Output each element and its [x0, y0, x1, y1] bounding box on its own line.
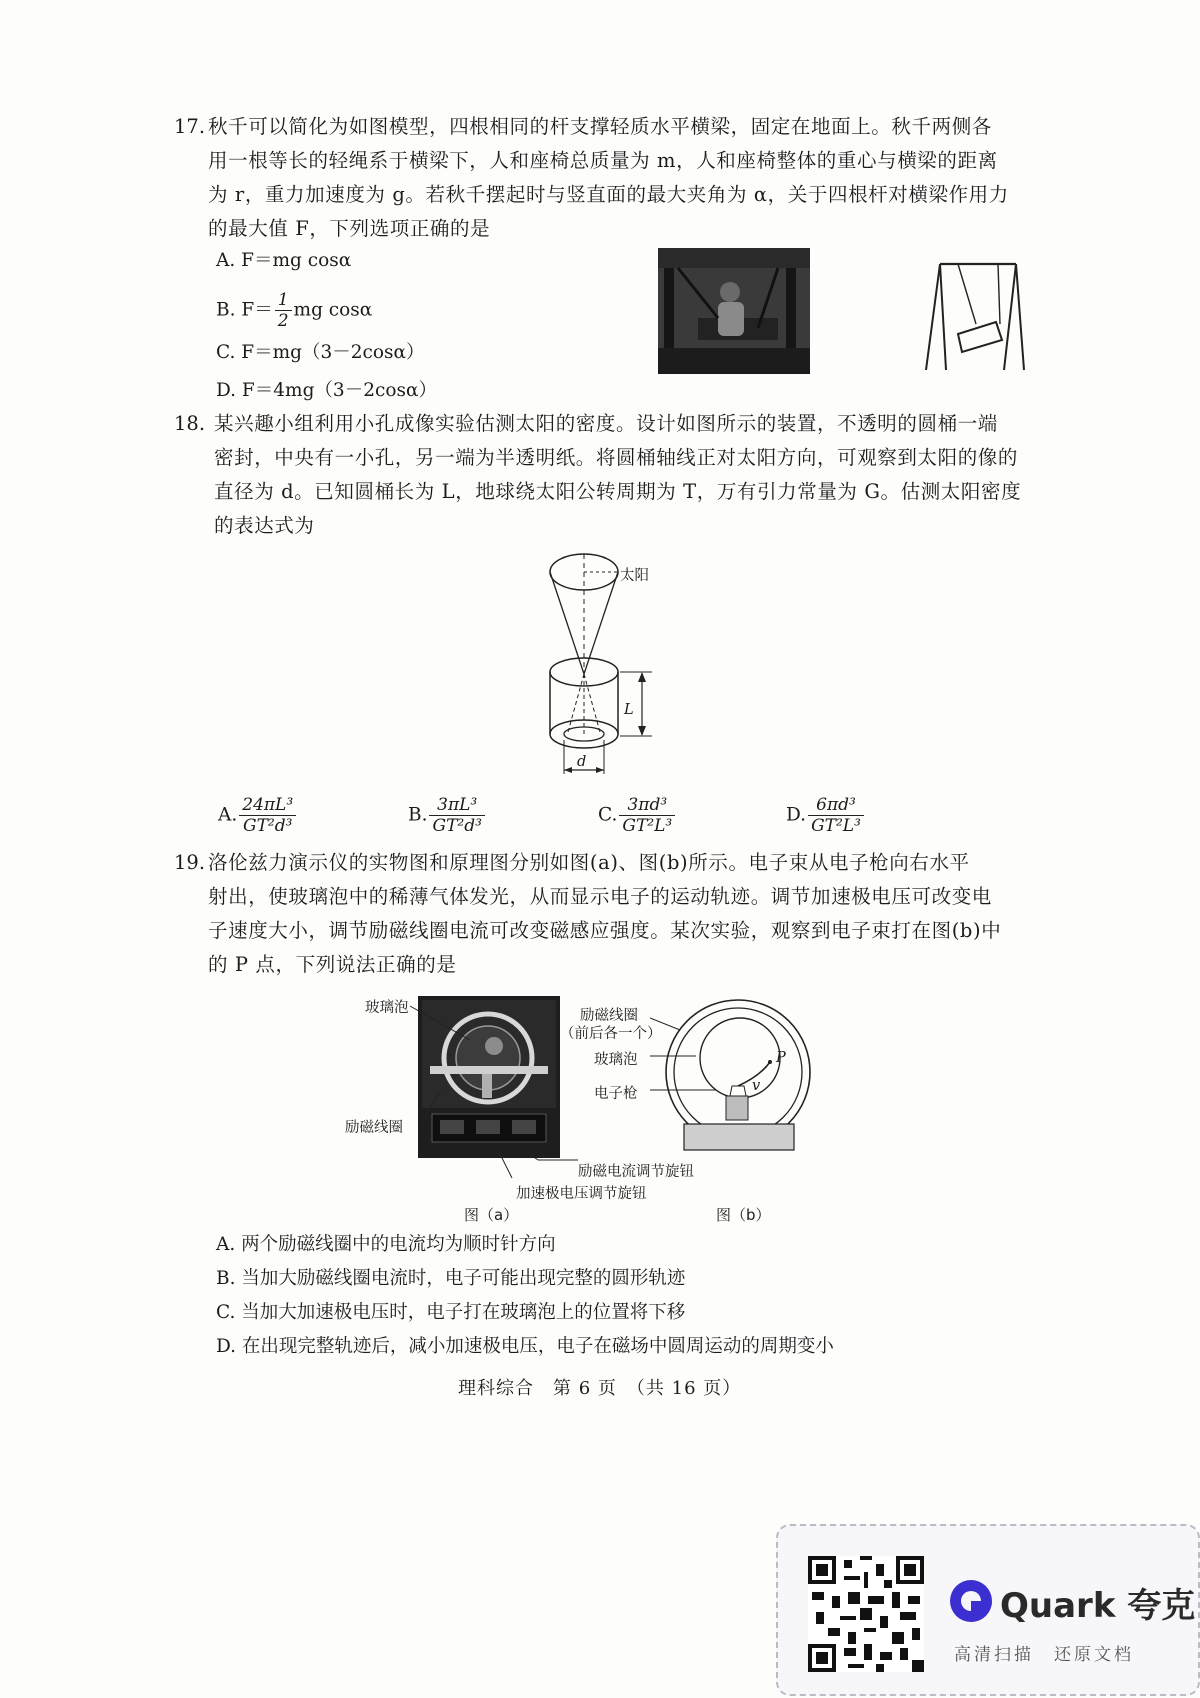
fig-a-coil-knob-label: 励磁电流调节旋钮 [578, 1164, 694, 1180]
q18-option-d: D. $\frac{\text{6πd³}}{\text{GT²L³}}$ [786, 795, 866, 836]
q18-option-b: B. $\frac{\text{3πL³}}{\text{GT²d³}}$ [408, 795, 487, 836]
fig-a-caption: 图（a） [464, 1206, 519, 1224]
q17-option-a: A. F＝mg cosα [216, 250, 352, 271]
q18-line-3: 直径为 d。已知圆桶长为 L，地球绕太阳公转周期为 T，万有引力常量为 G。估测太阳密度 [214, 480, 1022, 503]
length-L-label: L [624, 702, 634, 718]
q19-line-2: 射出，使玻璃泡中的稀薄气体发光，从而显示电子的运动轨迹。调节加速极电压可改变电 [208, 885, 992, 908]
q18-number: 18. [174, 412, 206, 435]
fig-b-point-p: P [776, 1050, 786, 1066]
q18-line-1: 某兴趣小组利用小孔成像实验估测太阳的密度。设计如图所示的装置，不透明的圆桶一端 [214, 412, 998, 435]
q19-number: 19. [174, 851, 206, 874]
fig-b-coil-label: 励磁线圈 [580, 1008, 638, 1024]
swing-sketch [920, 258, 1030, 374]
sun-label: 太阳 [620, 568, 649, 584]
q19-line-1: 洛伦兹力演示仪的实物图和原理图分别如图(a)、图(b)所示。电子束从电子枪向右水平 [208, 851, 970, 874]
q19-option-d: D. 在出现完整轨迹后，减小加速极电压，电子在磁场中圆周运动的周期变小 [216, 1336, 834, 1357]
q17-line-4: 的最大值 F，下列选项正确的是 [208, 217, 491, 240]
q19-option-b: B. 当加大励磁线圈电流时，电子可能出现完整的圆形轨迹 [216, 1268, 686, 1289]
fig-a-bulb-label: 玻璃泡 [365, 1000, 409, 1016]
q18-line-2: 密封，中央有一小孔，另一端为半透明纸。将圆桶轴线正对太阳方向，可观察到太阳的像的 [214, 446, 1019, 469]
quark-tagline: 高清扫描 还原文档 [954, 1645, 1134, 1665]
fig-b-gun-label: 电子枪 [594, 1086, 638, 1102]
fig-b-bulb-label: 玻璃泡 [594, 1052, 638, 1068]
q17-option-b [216, 290, 372, 331]
qr-code-icon [808, 1556, 924, 1672]
q17-option-b-suffix: mg cosα [293, 299, 373, 321]
quark-watermark-card [776, 1524, 1200, 1696]
q18-option-a: A. $\frac{\text{24πL³}}{\text{GT²d³}}$ [218, 795, 298, 836]
q18-option-c: C. $\frac{\text{3πd³}}{\text{GT²L³}}$ [598, 795, 677, 836]
fig-b-leader-lines [650, 1010, 730, 1110]
q17-option-b-prefix: B. F＝ [216, 299, 273, 321]
q19-line-4: 的 P 点，下列说法正确的是 [208, 953, 457, 976]
q19-option-a: A. 两个励磁线圈中的电流均为顺时针方向 [216, 1234, 556, 1255]
fig-a-coil-label: 励磁线圈 [345, 1120, 403, 1136]
q17-number: 17. [174, 115, 206, 138]
q17-line-3: 为 r，重力加速度为 g。若秋千摆起时与竖直面的最大夹角为 α，关于四根杆对横梁作用力 [208, 183, 1009, 206]
fig-a-voltage-knob-label: 加速极电压调节旋钮 [516, 1186, 647, 1202]
swing-photo [658, 248, 810, 374]
q17-option-d: D. F＝4mg（3－2cosα） [216, 380, 437, 401]
q17-line-1: 秋千可以简化为如图模型，四根相同的杆支撑轻质水平横梁，固定在地面上。秋千两侧各 [208, 115, 992, 138]
page-footer: 理科综合 第 6 页 （共 16 页） [458, 1378, 742, 1399]
fig-b-coil-note: （前后各一个） [560, 1026, 662, 1042]
diameter-d-label: d [577, 754, 587, 770]
fig-b-caption: 图（b） [716, 1206, 771, 1224]
q19-option-c: C. 当加大加速极电压时，电子打在玻璃泡上的位置将下移 [216, 1302, 686, 1323]
pinhole-figure [540, 550, 680, 782]
q17-option-b-fraction: $\frac{1}{2}$ [275, 290, 292, 331]
quark-logo-icon [948, 1578, 994, 1624]
q19-line-3: 子速度大小，调节励磁线圈电流可改变磁感应强度。某次实验，观察到电子束打在图(b)中 [208, 919, 1002, 942]
q18-line-4: 的表达式为 [214, 514, 315, 537]
quark-brand: Quark 夸克 [1000, 1586, 1196, 1626]
q17-option-c: C. F＝mg（3－2cosα） [216, 342, 425, 363]
q17-line-2: 用一根等长的轻绳系于横梁下，人和座椅总质量为 m，人和座椅整体的重心与横梁的距离 [208, 149, 998, 172]
fig-b-velocity-v: v [752, 1078, 761, 1094]
